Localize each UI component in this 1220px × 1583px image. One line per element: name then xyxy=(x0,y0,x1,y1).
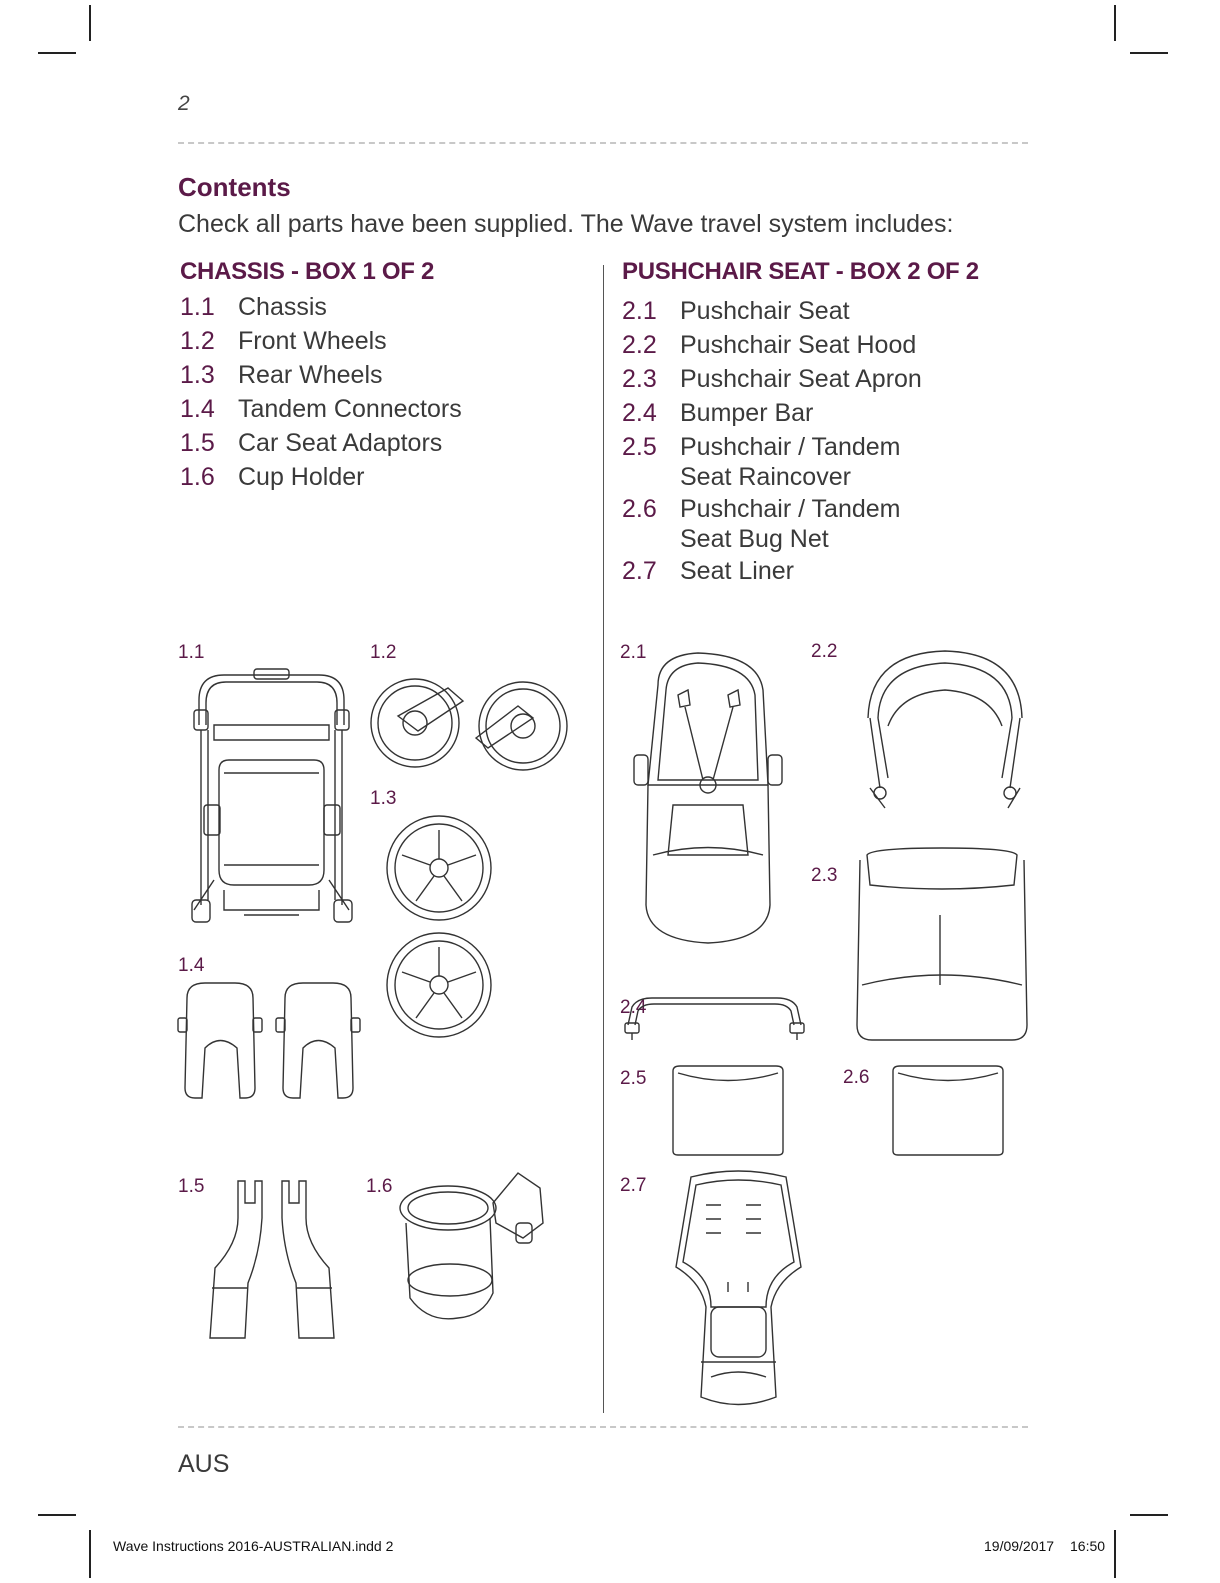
chassis-list xyxy=(180,290,580,494)
chassis-title: CHASSIS - BOX 1 OF 2 xyxy=(180,258,435,285)
seat-liner-illustration xyxy=(666,1167,811,1412)
figure-label-1-3: 1.3 xyxy=(370,788,397,809)
crop-mark xyxy=(89,5,91,41)
item-label-wrap xyxy=(680,432,1022,492)
figure-label-2-3: 2.3 xyxy=(811,865,838,886)
list-item xyxy=(180,460,580,494)
bug-net-illustration xyxy=(890,1063,1006,1158)
item-label: Pushchair / Tandem xyxy=(680,495,901,523)
region-label: AUS xyxy=(178,1450,230,1478)
item-number: 1.6 xyxy=(180,463,215,491)
list-item xyxy=(622,362,1022,396)
item-number: 1.3 xyxy=(180,361,215,389)
item-label: Bumper Bar xyxy=(680,399,814,427)
seat-apron-illustration xyxy=(852,845,1032,1045)
item-label-wrap xyxy=(680,494,1022,554)
front-wheels-illustration xyxy=(368,676,573,771)
figure-label-1-6: 1.6 xyxy=(366,1176,393,1197)
item-label: Car Seat Adaptors xyxy=(238,429,443,457)
pushchair-seat-illustration xyxy=(628,645,788,945)
figure-label-2-1: 2.1 xyxy=(620,642,647,663)
item-label: Tandem Connectors xyxy=(238,395,462,423)
crop-mark xyxy=(1114,1530,1116,1578)
figure-label-1-2: 1.2 xyxy=(370,642,397,663)
top-divider xyxy=(178,142,1028,144)
car-seat-adaptors-illustration xyxy=(200,1173,355,1343)
crop-mark xyxy=(89,1530,91,1578)
crop-mark xyxy=(1130,52,1168,54)
contents-heading: Contents xyxy=(178,172,291,202)
figure-label-2-7: 2.7 xyxy=(620,1175,647,1196)
item-label: Seat Liner xyxy=(680,557,794,585)
crop-mark xyxy=(1114,5,1116,41)
crop-mark xyxy=(38,1514,76,1516)
item-label-line2: Seat Bug Net xyxy=(680,525,829,553)
item-label: Chassis xyxy=(238,293,327,321)
list-item xyxy=(180,324,580,358)
figure-label-1-5: 1.5 xyxy=(178,1176,205,1197)
item-label: Pushchair Seat Hood xyxy=(680,331,917,359)
figure-label-1-1: 1.1 xyxy=(178,642,205,663)
item-number: 1.2 xyxy=(180,327,215,355)
list-item xyxy=(180,426,580,460)
item-label: Pushchair Seat Apron xyxy=(680,365,922,393)
item-number: 1.1 xyxy=(180,293,215,321)
figure-label-2-5: 2.5 xyxy=(620,1068,647,1089)
figure-label-1-4: 1.4 xyxy=(178,955,205,976)
bottom-divider xyxy=(178,1426,1028,1428)
list-item xyxy=(622,492,1022,554)
figure-label-2-6: 2.6 xyxy=(843,1067,870,1088)
item-label: Cup Holder xyxy=(238,463,365,491)
item-label: Rear Wheels xyxy=(238,361,383,389)
cup-holder-illustration xyxy=(398,1168,548,1328)
figure-label-2-4: 2.4 xyxy=(620,997,647,1018)
figure-label-2-2: 2.2 xyxy=(811,641,838,662)
slug-file: Wave Instructions 2016-AUSTRALIAN.indd 2 xyxy=(113,1538,394,1554)
item-label: Front Wheels xyxy=(238,327,387,355)
list-item xyxy=(622,396,1022,430)
column-divider xyxy=(603,265,604,1413)
item-number: 2.4 xyxy=(622,399,657,427)
item-number: 1.5 xyxy=(180,429,215,457)
item-label: Pushchair Seat xyxy=(680,297,850,325)
crop-mark xyxy=(38,52,76,54)
item-number: 1.4 xyxy=(180,395,215,423)
chassis-illustration xyxy=(184,665,359,930)
seat-title: PUSHCHAIR SEAT - BOX 2 OF 2 xyxy=(622,258,979,285)
seat-list xyxy=(622,294,1022,588)
raincover-illustration xyxy=(670,1063,786,1158)
item-number: 2.5 xyxy=(622,433,657,461)
slug-time: 16:50 xyxy=(1070,1538,1106,1554)
item-number: 2.1 xyxy=(622,297,657,325)
list-item xyxy=(622,294,1022,328)
item-number: 2.6 xyxy=(622,495,657,523)
item-label-line2: Seat Raincover xyxy=(680,463,851,491)
list-item xyxy=(180,358,580,392)
page-number: 2 xyxy=(178,92,190,115)
item-number: 2.2 xyxy=(622,331,657,359)
tandem-connectors-illustration xyxy=(175,978,365,1103)
item-number: 2.3 xyxy=(622,365,657,393)
item-number: 2.7 xyxy=(622,557,657,585)
list-item xyxy=(180,290,580,324)
list-item xyxy=(622,554,1022,588)
seat-hood-illustration xyxy=(860,648,1030,813)
crop-mark xyxy=(1130,1514,1168,1516)
item-label: Pushchair / Tandem xyxy=(680,433,901,461)
list-item xyxy=(180,392,580,426)
contents-intro: Check all parts have been supplied. The Wave travel system includes: xyxy=(178,210,954,238)
bumper-bar-illustration xyxy=(622,995,807,1043)
slug-date: 19/09/2017 xyxy=(984,1538,1055,1554)
list-item xyxy=(622,328,1022,362)
rear-wheels-illustration xyxy=(384,815,499,1045)
list-item xyxy=(622,430,1022,492)
